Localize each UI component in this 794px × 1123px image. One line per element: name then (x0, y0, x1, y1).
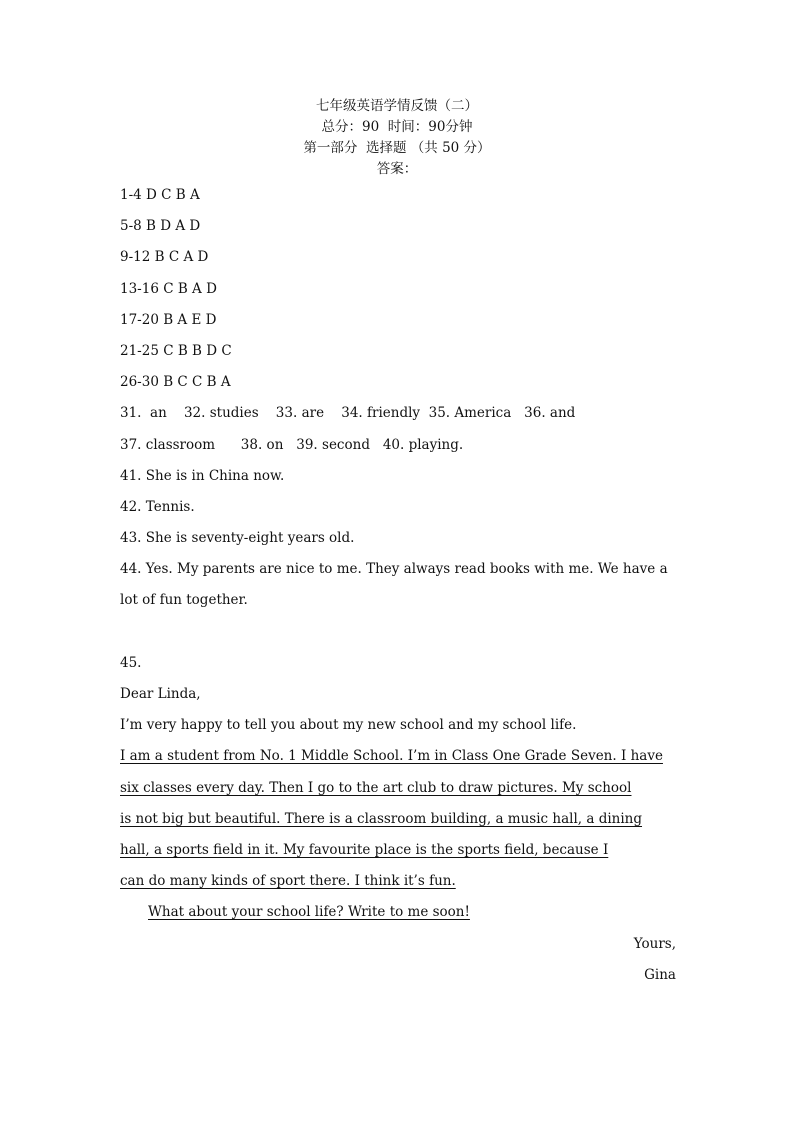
score-time-line: 总分：90 时间：90分钟 (321, 119, 473, 135)
answer-42: 42. Tennis. (120, 498, 195, 515)
essay-45 (120, 653, 676, 996)
letter-body-line: hall, a sports field in it. My favourite place is the sports field, because I (120, 841, 609, 858)
answer-body (120, 185, 676, 996)
blank-answers-line-1: 31. an 32. studies 33. are 34. friendly 35. America 36. and (120, 405, 576, 422)
answer-41: 41. She is in China now. (120, 467, 285, 484)
mc-answer-line: 9-12 B C A D (120, 249, 209, 266)
document-header (0, 96, 794, 180)
spacer (120, 622, 676, 653)
mc-answer-line: 1-4 D C B A (120, 187, 200, 203)
letter-intro: I’m very happy to tell you about my new school and my school life. (120, 717, 577, 734)
answer-44-line-2: lot of fun together. (120, 592, 248, 609)
letter-body-line: six classes every day. Then I go to the art club to draw pictures. My school (120, 779, 632, 796)
mc-answer-line: 21-25 C B B D C (120, 342, 232, 359)
mc-answer-line: 13-16 C B A D (120, 280, 217, 297)
answers-label: 答案： (376, 161, 418, 177)
answer-44-line-1: 44. Yes. My parents are nice to me. They always read books with me. We have a (120, 561, 668, 578)
blank-answers-line-2: 37. classroom 38. on 39. second 40. playing. (120, 436, 464, 453)
letter-body-line: I am a student from No. 1 Middle School. I’m in Class One Grade Seven. I have (120, 748, 663, 765)
mc-answer-line: 5-8 B D A D (120, 218, 201, 235)
letter-signoff: Yours, (633, 935, 676, 952)
mc-answer-line: 26-30 B C C B A (120, 374, 231, 391)
letter-closing-question: What about your school life? Write to me soon! (148, 904, 470, 921)
answer-43: 43. She is seventy-eight years old. (120, 530, 355, 547)
letter-body-line: can do many kinds of sport there. I think it’s fun. (120, 873, 456, 890)
letter-body-line: is not big but beautiful. There is a classroom building, a music hall, a dining (120, 810, 643, 827)
mc-answer-line: 17-20 B A E D (120, 311, 217, 328)
essay-number: 45. (120, 654, 142, 671)
part-heading: 第一部分 选择题 （共 50 分） (303, 140, 491, 156)
page-title: 七年级英语学情反馈（二） (316, 98, 478, 114)
letter-greeting: Dear Linda, (120, 686, 201, 702)
letter-signature: Gina (644, 966, 676, 983)
